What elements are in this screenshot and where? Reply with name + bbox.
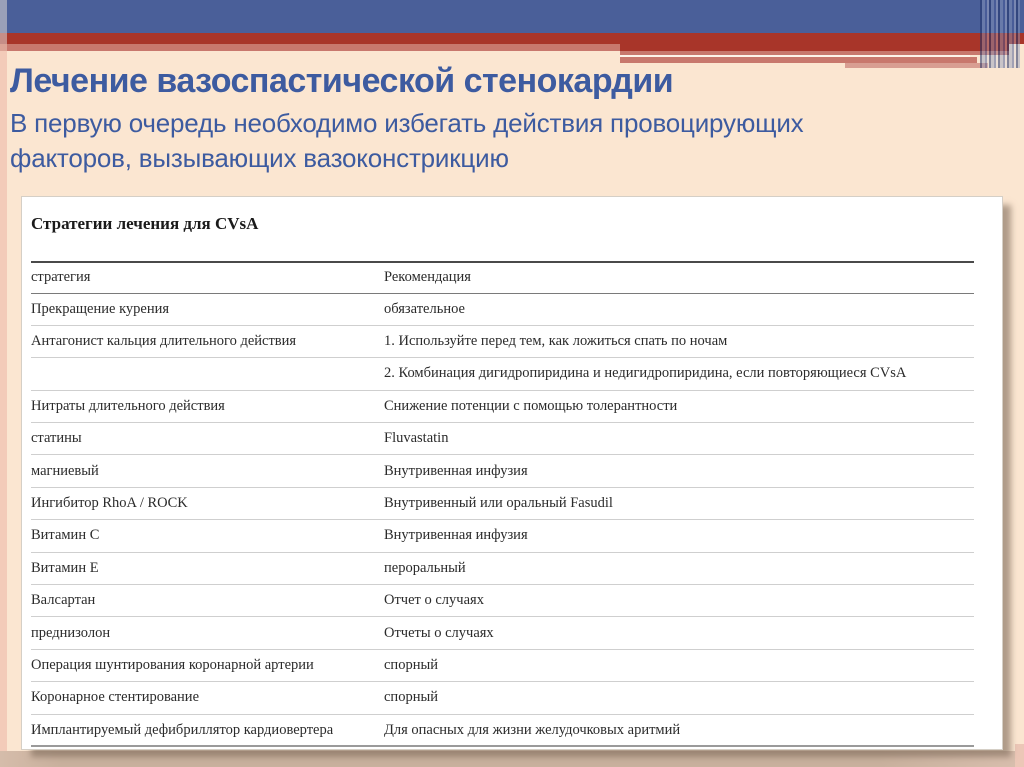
table-cell: Снижение потенции с помощью толерантности [384, 397, 678, 414]
table-cell: Отчеты о случаях [384, 624, 494, 641]
table-row [31, 714, 974, 746]
table-row [31, 520, 974, 552]
column-header-strategy: стратегия [31, 269, 91, 286]
table-row [31, 649, 974, 681]
bottom-band-right-accent [1015, 744, 1024, 767]
left-edge-strip-red-segment [0, 33, 7, 44]
table-row [31, 358, 974, 390]
table-cell [31, 358, 384, 390]
table-cell: Внутривенная инфузия [384, 462, 528, 479]
table-cell: 1. Используйте перед тем, как ложиться спать по ночам [384, 333, 728, 350]
table-row [31, 585, 974, 617]
table-row [31, 423, 974, 455]
table-cell: Внутривенная инфузия [384, 527, 528, 544]
table-cell: Нитраты длительного действия [31, 397, 225, 414]
table-cell: магниевый [31, 462, 99, 479]
table-cell: Антагонист кальция длительного действия [31, 333, 297, 350]
deco-red-step [620, 44, 1009, 51]
table-cell: Для опасных для жизни желудочковых аритмий [384, 721, 681, 738]
slide-header [10, 62, 970, 175]
table-cell: преднизолон [31, 624, 111, 641]
subtitle-line-2: факторов, вызывающих вазоконстрикцию [10, 142, 509, 173]
table-cell: спорный [384, 689, 438, 706]
table-cell: Имплантируемый дефибриллятор кардиовертера [31, 721, 334, 738]
table-row [31, 617, 974, 649]
deco-salmon-left [0, 44, 620, 51]
table-cell: 2. Комбинация дигидропиридина и недигидропиридина, если повторяющиеся CVsA [384, 365, 907, 382]
table-row [31, 325, 974, 357]
table-cell: Витамин E [31, 559, 99, 576]
table-cell: пероральный [384, 559, 466, 576]
header-band-blue [0, 0, 1024, 33]
table-cell: Прекращение курения [31, 300, 170, 317]
table-row [31, 455, 974, 487]
table-cell: статины [31, 430, 82, 447]
right-pinstripes-decoration [980, 0, 1020, 68]
table-row [31, 682, 974, 714]
table-cell: Операция шунтирования коронарной артерии [31, 656, 314, 673]
table-cell: Ингибитор RhoA / ROCK [31, 495, 188, 512]
table-cell: спорный [384, 656, 438, 673]
table-cell: Внутривенный или оральный Fasudil [384, 495, 613, 512]
table-cell: обязательное [384, 300, 465, 317]
left-edge-strip-pink-segment [0, 51, 7, 751]
table-cell: Отчет о случаях [384, 592, 484, 609]
table-row [31, 390, 974, 422]
bottom-band [0, 751, 1024, 767]
table-row [31, 552, 974, 584]
table-row [31, 293, 974, 325]
content-panel [21, 196, 1003, 750]
table-row [31, 487, 974, 519]
table-cell: Коронарное стентирование [31, 689, 200, 706]
left-edge-strip-salmon-segment [0, 44, 7, 51]
table-title: Стратегии лечения для CVsA [31, 214, 259, 233]
table-cell: Витамин C [31, 527, 100, 544]
table-cell: Валсартан [31, 592, 96, 609]
slide-title: Лечение вазоспастической стенокардии [10, 62, 674, 100]
column-header-recommendation: Рекомендация [384, 269, 471, 286]
subtitle-line-1: В первую очередь необходимо избегать действия провоцирующих [10, 108, 804, 139]
table-header-row [31, 262, 974, 293]
left-edge-strip [0, 0, 7, 767]
header-band-red [0, 33, 1024, 44]
slide-subtitle [10, 106, 970, 175]
table-cell: Fluvastatin [384, 430, 449, 447]
left-edge-strip-blue-segment [0, 0, 7, 33]
treatment-table [31, 261, 974, 747]
